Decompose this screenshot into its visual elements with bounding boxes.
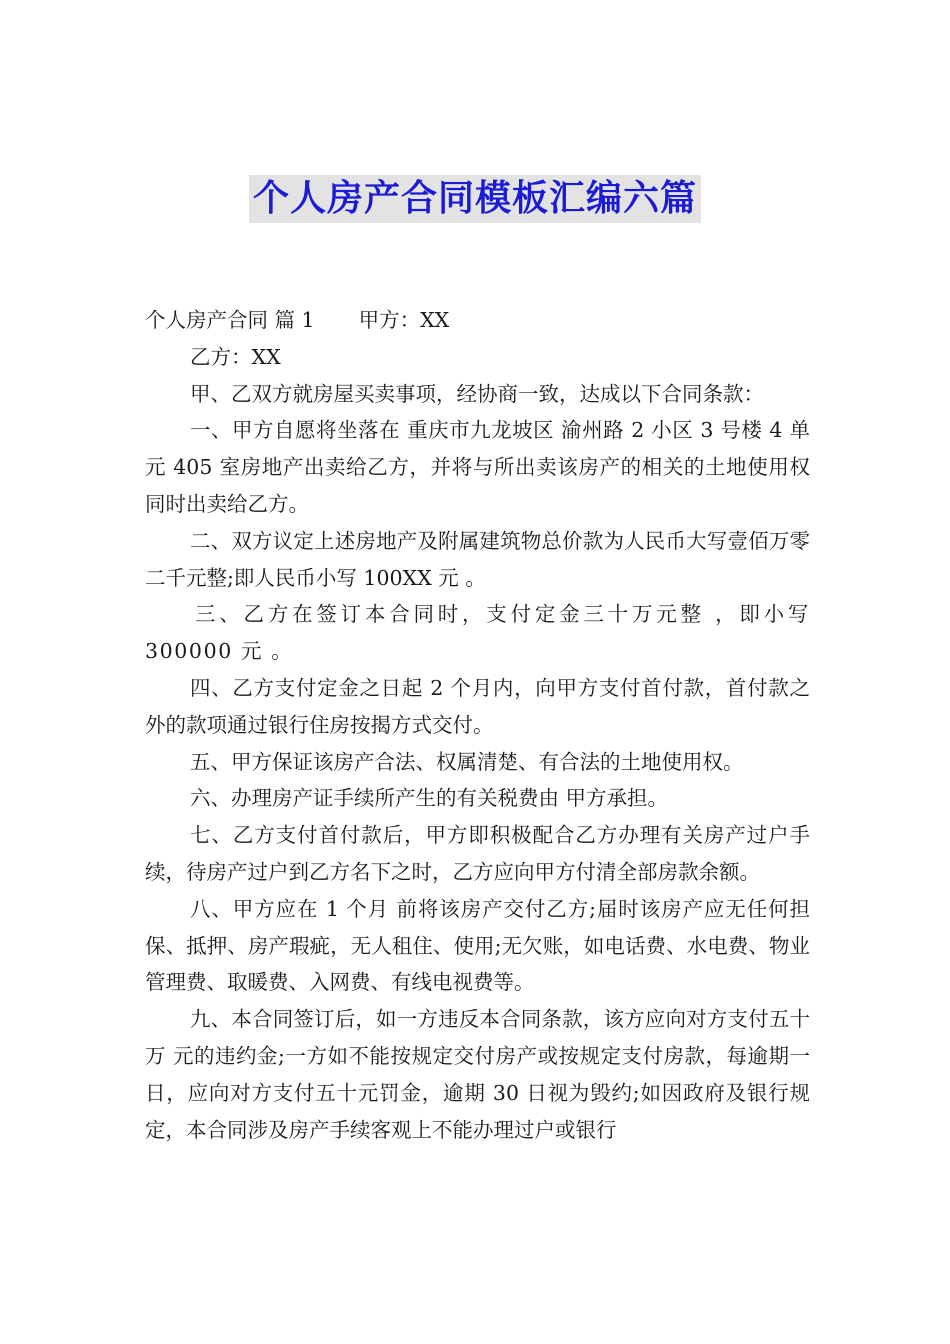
- paragraph: 八、甲方应在 1 个月 前将该房产交付乙方;届时该房产应无任何担保、抵押、房产瑕疵，无人租住、使用;无欠账，如电话费、水电费、物业管理费、取暖费、入网费、有线电视费等。: [145, 896, 810, 995]
- paragraph: 六、办理房产证手续所产生的有关税费由 甲方承担。: [190, 786, 669, 811]
- paragraph: 七、乙方支付首付款后，甲方即积极配合乙方办理有关房产过户手续，待房产过户到乙方名下之时，乙方应向甲方付清全部房款余额。: [145, 823, 810, 884]
- party-b: 乙方：XX: [190, 344, 281, 369]
- title-container: [0, 175, 950, 223]
- party-a: 甲方：XX: [358, 308, 450, 332]
- document-body: [145, 302, 810, 1148]
- paragraph: 三、乙方在签订本合同时，支付定金三十万元整 ，即小写 300000 元 。: [145, 602, 810, 664]
- document-title: 个人房产合同模板汇编六篇: [249, 175, 701, 223]
- heading-line: [145, 302, 810, 339]
- paragraph: 九、本合同签订后，如一方违反本合同条款，该方应向对方支付五十万 元的违约金;一方如不能按规定交付房产或按规定支付房款，每逾期一日，应向对方支付五十元罚金，逾期 30 日视为毁约;如因政府及银行规定，本合同涉及房产手续客观上不能办理过户或银行: [145, 1007, 810, 1142]
- paragraph: 五、甲方保证该房产合法、权属清楚、有合法的土地使用权。: [190, 749, 744, 774]
- paragraph: 甲、乙双方就房屋买卖事项，经协商一致，达成以下合同条款：: [190, 381, 764, 406]
- section-heading: 个人房产合同 篇 1: [145, 308, 315, 332]
- paragraph: 一、甲方自愿将坐落在 重庆市九龙坡区 渝州路 2 小区 3 号楼 4 单元 405 室房地产出卖给乙方，并将与所出卖该房产的相关的土地使用权同时出卖给乙方。: [145, 418, 810, 516]
- paragraph: 四、乙方支付定金之日起 2 个月内，向甲方支付首付款，首付款之外的款项通过银行住房按揭方式交付。: [145, 675, 810, 737]
- paragraph: 二、双方议定上述房地产及附属建筑物总价款为人民币大写壹佰万零二千元整;即人民币小写 100XX 元 。: [145, 528, 810, 590]
